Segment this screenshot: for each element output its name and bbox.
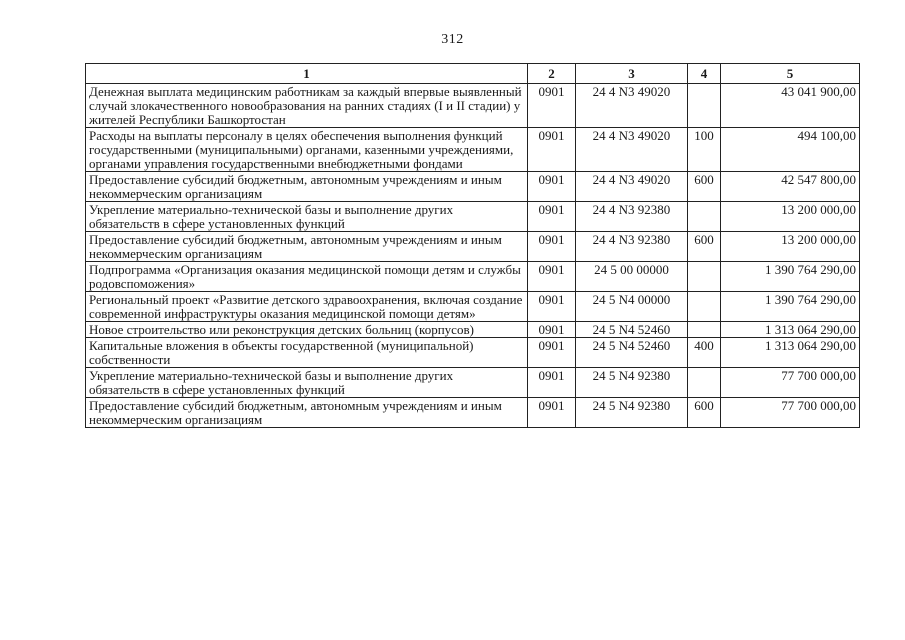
row-csr-cell: 24 5 N4 52460 [576,322,688,338]
row-amount-cell: 13 200 000,00 [721,232,860,262]
row-name-cell: Укрепление материально-технической базы и выполнение других обязательств в сфере установленных функций [86,202,528,232]
row-name-cell: Расходы на выплаты персоналу в целях обеспечения выполнения функций государственными (муниципальными) органами, казенными учреждениями, органами управления государственными внебюджетными фондами [86,128,528,172]
table-row [86,84,860,128]
row-csr-cell: 24 5 N4 00000 [576,292,688,322]
row-vr-cell: 600 [688,232,721,262]
table-header-row [86,64,860,84]
table-body [86,84,860,428]
row-csr-cell: 24 4 N3 49020 [576,172,688,202]
row-csr-cell: 24 5 N4 52460 [576,338,688,368]
row-name-cell: Предоставление субсидий бюджетным, автономным учреждениям и иным некоммерческим организациям [86,172,528,202]
row-name-cell: Предоставление субсидий бюджетным, автономным учреждениям и иным некоммерческим организациям [86,232,528,262]
row-name-cell: Подпрограмма «Организация оказания медицинской помощи детям и службы родовспоможения» [86,262,528,292]
row-vr-cell [688,202,721,232]
row-name-cell: Денежная выплата медицинским работникам за каждый впервые выявленный случай злокачественного новообразования на ранних стадиях (I и II стадии) у жителей Республики Башкортостан [86,84,528,128]
row-vr-cell: 400 [688,338,721,368]
row-vr-cell: 600 [688,398,721,428]
row-csr-cell: 24 5 N4 92380 [576,368,688,398]
row-vr-cell [688,262,721,292]
row-section-cell: 0901 [528,84,576,128]
row-section-cell: 0901 [528,398,576,428]
row-amount-cell: 1 313 064 290,00 [721,322,860,338]
row-name-cell: Новое строительство или реконструкция детских больниц (корпусов) [86,322,528,338]
table-row [86,262,860,292]
row-name-cell: Капитальные вложения в объекты государственной (муниципальной) собственности [86,338,528,368]
page-number: 312 [441,32,464,47]
table-row [86,368,860,398]
row-section-cell: 0901 [528,262,576,292]
row-section-cell: 0901 [528,172,576,202]
table-row [86,322,860,338]
row-section-cell: 0901 [528,368,576,398]
row-csr-cell: 24 5 00 00000 [576,262,688,292]
header-col-3: 3 [576,64,688,84]
table-row [86,172,860,202]
row-vr-cell [688,322,721,338]
row-vr-cell [688,84,721,128]
row-amount-cell: 494 100,00 [721,128,860,172]
table-row [86,128,860,172]
table-row [86,202,860,232]
header-col-4: 4 [688,64,721,84]
row-csr-cell: 24 5 N4 92380 [576,398,688,428]
row-amount-cell: 42 547 800,00 [721,172,860,202]
row-name-cell: Предоставление субсидий бюджетным, автономным учреждениям и иным некоммерческим организациям [86,398,528,428]
row-vr-cell [688,292,721,322]
row-amount-cell: 77 700 000,00 [721,398,860,428]
row-vr-cell: 100 [688,128,721,172]
table-row [86,398,860,428]
row-vr-cell: 600 [688,172,721,202]
table-row [86,292,860,322]
row-amount-cell: 13 200 000,00 [721,202,860,232]
row-amount-cell: 1 390 764 290,00 [721,262,860,292]
row-section-cell: 0901 [528,322,576,338]
row-csr-cell: 24 4 N3 92380 [576,232,688,262]
row-csr-cell: 24 4 N3 49020 [576,128,688,172]
row-amount-cell: 1 390 764 290,00 [721,292,860,322]
header-col-1: 1 [86,64,528,84]
row-section-cell: 0901 [528,232,576,262]
row-amount-cell: 1 313 064 290,00 [721,338,860,368]
header-col-5: 5 [721,64,860,84]
row-amount-cell: 43 041 900,00 [721,84,860,128]
row-section-cell: 0901 [528,128,576,172]
row-section-cell: 0901 [528,338,576,368]
header-col-2: 2 [528,64,576,84]
row-name-cell: Укрепление материально-технической базы и выполнение других обязательств в сфере установленных функций [86,368,528,398]
row-vr-cell [688,368,721,398]
budget-table [85,63,860,428]
row-csr-cell: 24 4 N3 49020 [576,84,688,128]
table-row [86,232,860,262]
row-name-cell: Региональный проект «Развитие детского здравоохранения, включая создание современной инфраструктуры оказания медицинской помощи детям» [86,292,528,322]
row-section-cell: 0901 [528,202,576,232]
row-amount-cell: 77 700 000,00 [721,368,860,398]
table-row [86,338,860,368]
row-csr-cell: 24 4 N3 92380 [576,202,688,232]
row-section-cell: 0901 [528,292,576,322]
